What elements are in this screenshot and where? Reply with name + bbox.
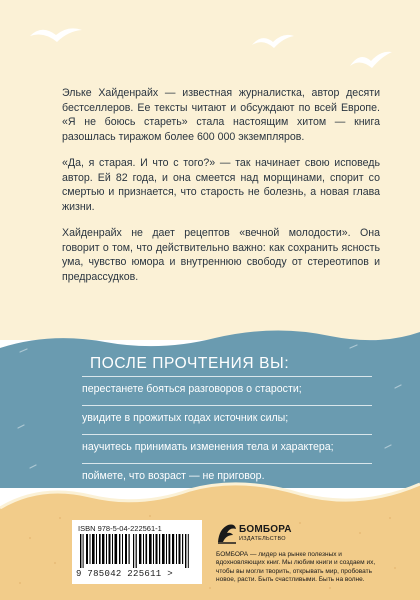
barcode-icon xyxy=(78,534,196,568)
barcode-digits: 9 785042 225611 > xyxy=(76,569,173,579)
seagull-icon xyxy=(250,30,296,50)
benefit-item: поймете, что возраст — не приговор. xyxy=(82,463,372,492)
seagull-icon xyxy=(348,48,394,70)
isbn-text: ISBN 978-5-04-222561-1 xyxy=(78,524,162,533)
publisher-tagline: БОМБОРА — лидер на рынке полезных и вдохновляющих книг. Мы любим книги и создаем их, чтобы вы могли творить, открывать мир, пробовать новое, расти. Быть счастливыми. Быть на волне. xyxy=(216,551,376,584)
publisher-logo xyxy=(217,520,297,550)
barcode-box xyxy=(72,520,202,584)
description-paragraph: «Да, я старая. И что с того?» — так начинает свою исповедь автор. Ей 82 года, и она смеется над морщинами, спорит со смертью и признается, что старость не болезнь, а новая глава жизни. xyxy=(62,157,380,213)
benefits-list xyxy=(82,376,372,492)
benefits-heading: ПОСЛЕ ПРОЧТЕНИЯ ВЫ: xyxy=(90,355,290,372)
book-description xyxy=(62,86,380,296)
description-paragraph: Эльке Хайденрайх — известная журналистка, автор десяти бестселлеров. Ее тексты читают и обсуждают по всей Европе. «Я не боюсь стареть» стала настоящим хитом — книга разошлась тиражом более 600 000 экземпляров. xyxy=(62,87,380,143)
bombora-wave-logo-icon xyxy=(217,522,237,544)
description-paragraph: Хайденрайх не дает рецептов «вечной молодости». Она говорит о том, что действительно важно: как сохранить ясность ума, чувство юмора и внутреннюю свободу от стереотипов и предрассудков. xyxy=(62,227,380,283)
publisher-name: БОМБОРА xyxy=(239,524,292,535)
publisher-subtitle: ИЗДАТЕЛЬСТВО xyxy=(239,536,286,542)
seagull-icon xyxy=(28,22,84,44)
benefit-item: научитесь принимать изменения тела и характера; xyxy=(82,434,372,463)
benefit-item: перестанете бояться разговоров о старости; xyxy=(82,376,372,405)
benefit-item: увидите в прожитых годах источник силы; xyxy=(82,405,372,434)
